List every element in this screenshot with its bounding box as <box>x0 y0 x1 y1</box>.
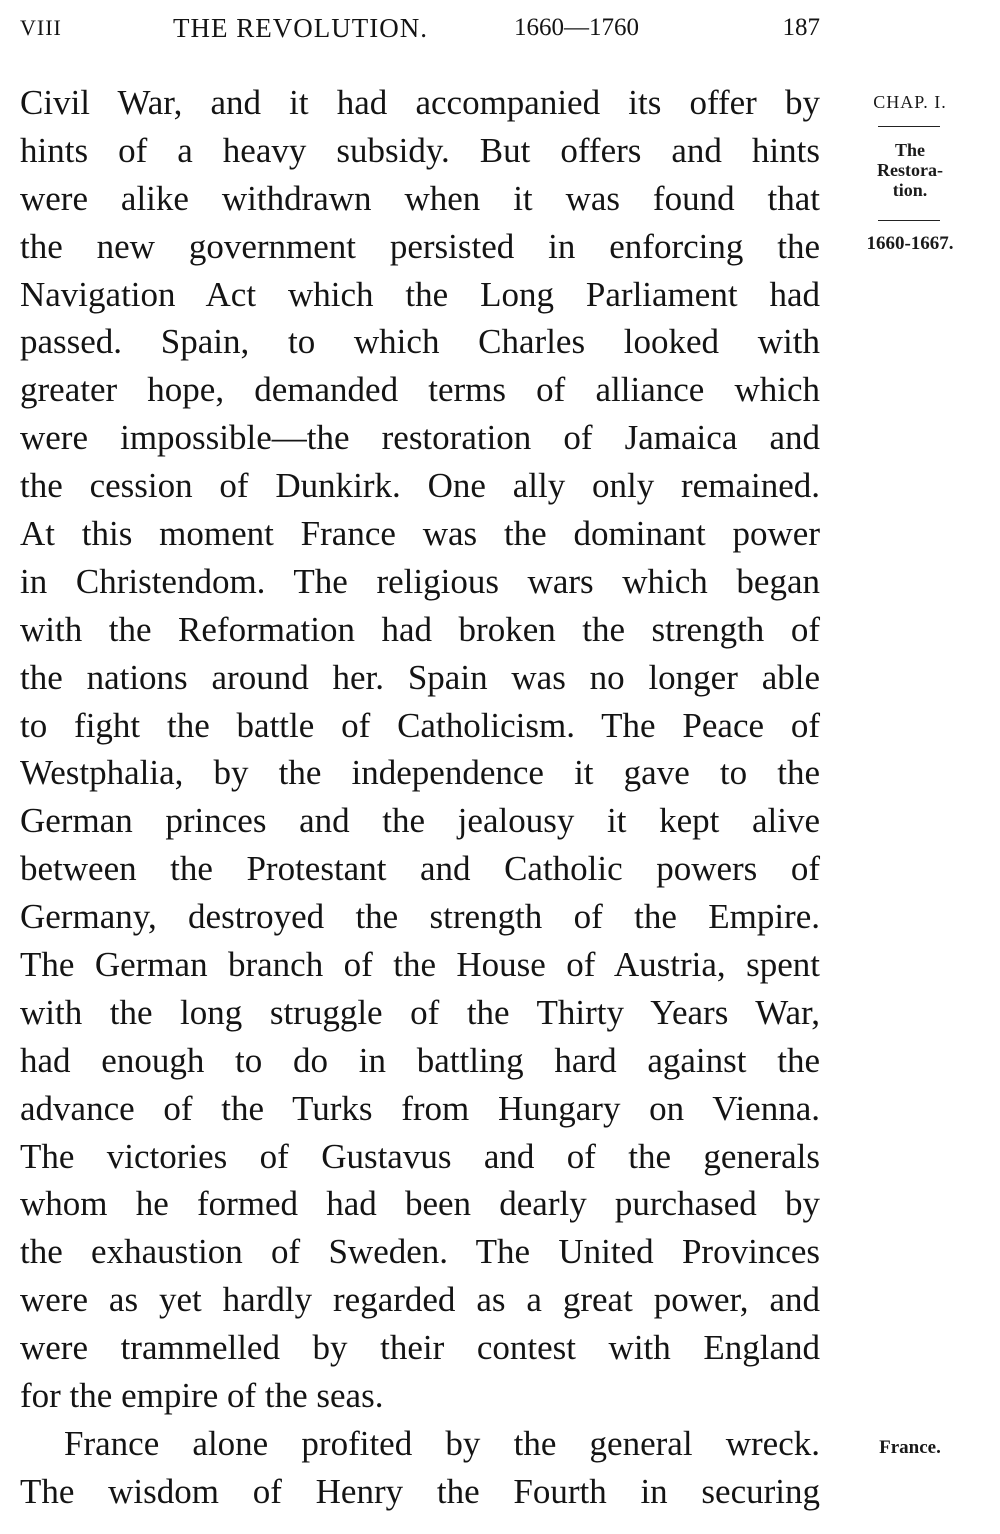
text-line: the new government persisted in enforcing the <box>20 226 820 266</box>
margin-note-topic <box>838 140 982 200</box>
margin-note-topic-line: The <box>894 140 925 160</box>
text-line: The German branch of the House of Austria, spent <box>20 945 820 985</box>
text-line: the cession of Dunkirk. One ally only remained. <box>20 466 820 506</box>
text-line: between the Protestant and Catholic powers of <box>20 849 820 889</box>
text-line: German princes and the jealousy it kept alive <box>20 801 820 841</box>
text-line: in Christendom. The religious wars which began <box>20 561 820 601</box>
body-text <box>20 79 820 1516</box>
text-line: hints of a heavy subsidy. But offers and hints <box>20 130 820 170</box>
margin-note-chapter: CHAP. I. <box>873 92 947 112</box>
text-line: were as yet hardly regarded as a great power, and <box>20 1280 820 1320</box>
text-line: Civil War, and it had accompanied its offer by <box>20 83 820 122</box>
text-line: were impossible—the restoration of Jamaica and <box>20 418 820 458</box>
header-dates: 1660—1760 <box>514 14 639 41</box>
text-line: the nations around her. Spain was no longer able <box>20 657 820 697</box>
margin-note-dates: 1660-1667. <box>866 233 954 254</box>
text-line: with the long struggle of the Thirty Years War, <box>20 992 820 1032</box>
text-line: had enough to do in battling hard against the <box>20 1040 820 1080</box>
text-line: whom he formed had been dearly purchased by <box>20 1184 820 1224</box>
chapter-number: VIII <box>20 15 62 40</box>
running-title: THE REVOLUTION. <box>173 13 428 43</box>
text-line: passed. Spain, to which Charles looked with <box>20 322 820 362</box>
running-header <box>20 10 820 46</box>
paragraph-start-line: France alone profited by the general wreck. <box>64 1423 820 1463</box>
text-line: with the Reformation had broken the strength of <box>20 609 820 649</box>
text-line: Westphalia, by the independence it gave to the <box>20 753 820 793</box>
text-line: to fight the battle of Catholicism. The Peace of <box>20 705 820 745</box>
text-line: greater hope, demanded terms of alliance which <box>20 370 820 410</box>
text-line: Germany, destroyed the strength of the Empire. <box>20 897 820 937</box>
margin-rule <box>878 220 940 221</box>
margin-note-france: France. <box>879 1437 941 1458</box>
text-line: Navigation Act which the Long Parliament had <box>20 274 820 314</box>
margin-note-topic-line: Restora- <box>877 160 943 180</box>
text-line: The victories of Gustavus and of the generals <box>20 1136 820 1176</box>
text-line: The wisdom of Henry the Fourth in securing <box>20 1471 820 1511</box>
text-line: were trammelled by their contest with England <box>20 1328 820 1368</box>
text-line: At this moment France was the dominant power <box>20 514 820 554</box>
text-line: were alike withdrawn when it was found that <box>20 178 820 218</box>
margin-rule <box>878 126 940 127</box>
paragraph-end-line: for the empire of the seas. <box>20 1376 384 1416</box>
text-line: the exhaustion of Sweden. The United Provinces <box>20 1232 820 1272</box>
margin-note-topic-line: tion. <box>892 180 928 200</box>
page-number: 187 <box>782 14 820 41</box>
text-line: advance of the Turks from Hungary on Vienna. <box>20 1088 820 1128</box>
